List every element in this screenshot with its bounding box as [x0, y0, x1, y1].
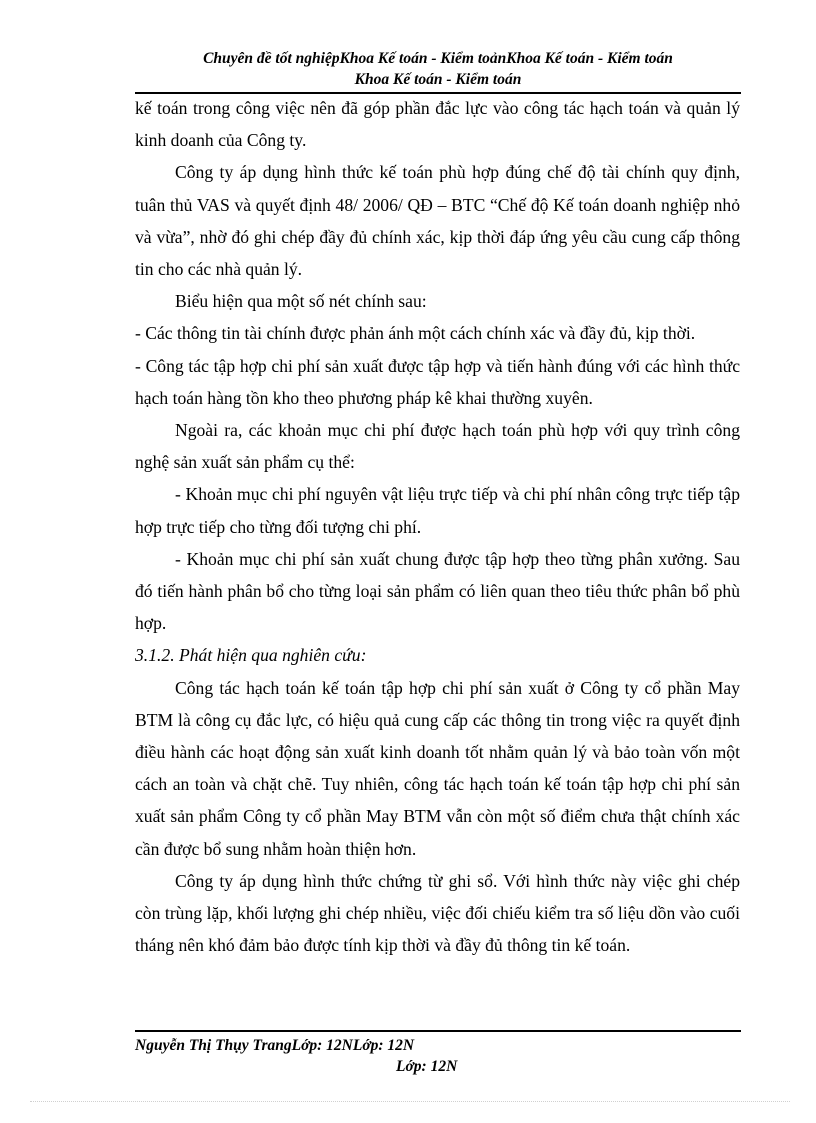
paragraph-7: - Khoản mục chi phí nguyên vật liệu trực tiếp và chi phí nhân công trực tiếp tập hợp trực tiếp cho từng đối tượng chi phí. [135, 484, 740, 537]
paragraph-3: Biểu hiện qua một số nét chính sau: [175, 291, 427, 312]
body-text [135, 92, 740, 961]
header-line-1: Chuyên đề tốt nghiệpKhoa Kế toán - Kiểm toảnKhoa Kế toán - Kiểm toán [203, 50, 673, 67]
paragraph-9: Công tác hạch toán kế toán tập hợp chi phí sản xuất ở Công ty cổ phần May BTM là công cụ đắc lực, có hiệu quả cung cấp các thông tin trong việc ra quyết định điều hành các hoạt động sản xuất kinh doanh tốt nhằm quản lý và bảo toàn vốn một cách an toàn và chặt chẽ. Tuy nhiên, công tác hạch toán kế toán tập hợp chi phí sản xuất sản phẩm Công ty cổ phần May BTM vẫn còn một số điểm chưa thật chính xác cần được bổ sung nhằm hoàn thiện hơn. [135, 677, 740, 859]
page-bottom-divider [30, 1101, 790, 1102]
paragraph-4: - Các thông tin tài chính được phản ánh một cách chính xác và đầy đủ, kịp thời. [135, 323, 696, 344]
footer-line-2: Lớp: 12N [396, 1058, 458, 1075]
page-header [135, 48, 741, 90]
paragraph-2: Công ty áp dụng hình thức kế toán phù hợp đúng chế độ tài chính quy định, tuân thủ VAS và quyết định 48/ 2006/ QĐ – BTC “Chế độ Kế toán doanh nghiệp nhỏ và vừa”, nhờ đó ghi chép đầy đủ chính xác, kịp thời đáp ứng yêu cầu cung cấp thông tin cho các nhà quản lý. [135, 162, 740, 280]
footer-rule [135, 1030, 741, 1032]
page-footer [135, 1035, 741, 1077]
header-line-2: Khoa Kế toán - Kiểm toán [354, 71, 522, 88]
paragraph-6: Ngoài ra, các khoản mục chi phí được hạch toán phù hợp với quy trình công nghệ sản xuất sản phẩm cụ thể: [135, 420, 740, 473]
paragraph-8: - Khoản mục chi phí sản xuất chung được tập hợp theo từng phân xưởng. Sau đó tiến hành phân bổ cho từng loại sản phẩm có liên quan theo tiêu thức phân bổ phù hợp. [135, 548, 740, 634]
footer-line-1: Nguyễn Thị Thụy TrangLớp: 12NLớp: 12N [135, 1037, 415, 1054]
section-heading: 3.1.2. Phát hiện qua nghiên cứu: [135, 645, 367, 666]
paragraph-1: kế toán trong công việc nên đã góp phần đắc lực vào công tác hạch toán và quản lý kinh doanh của Công ty. [135, 98, 740, 151]
paragraph-10: Công ty áp dụng hình thức chứng từ ghi sổ. Với hình thức này việc ghi chép còn trùng lặp, khối lượng ghi chép nhiều, việc đối chiếu kiểm tra số liệu dồn vào cuối tháng nên khó đảm bảo được tính kịp thời và đầy đủ thông tin kế toán. [135, 870, 740, 956]
paragraph-5: - Công tác tập hợp chi phí sản xuất được tập hợp và tiến hành đúng với các hình thức hạch toán hàng tồn kho theo phương pháp kê khai thường xuyên. [135, 355, 740, 408]
